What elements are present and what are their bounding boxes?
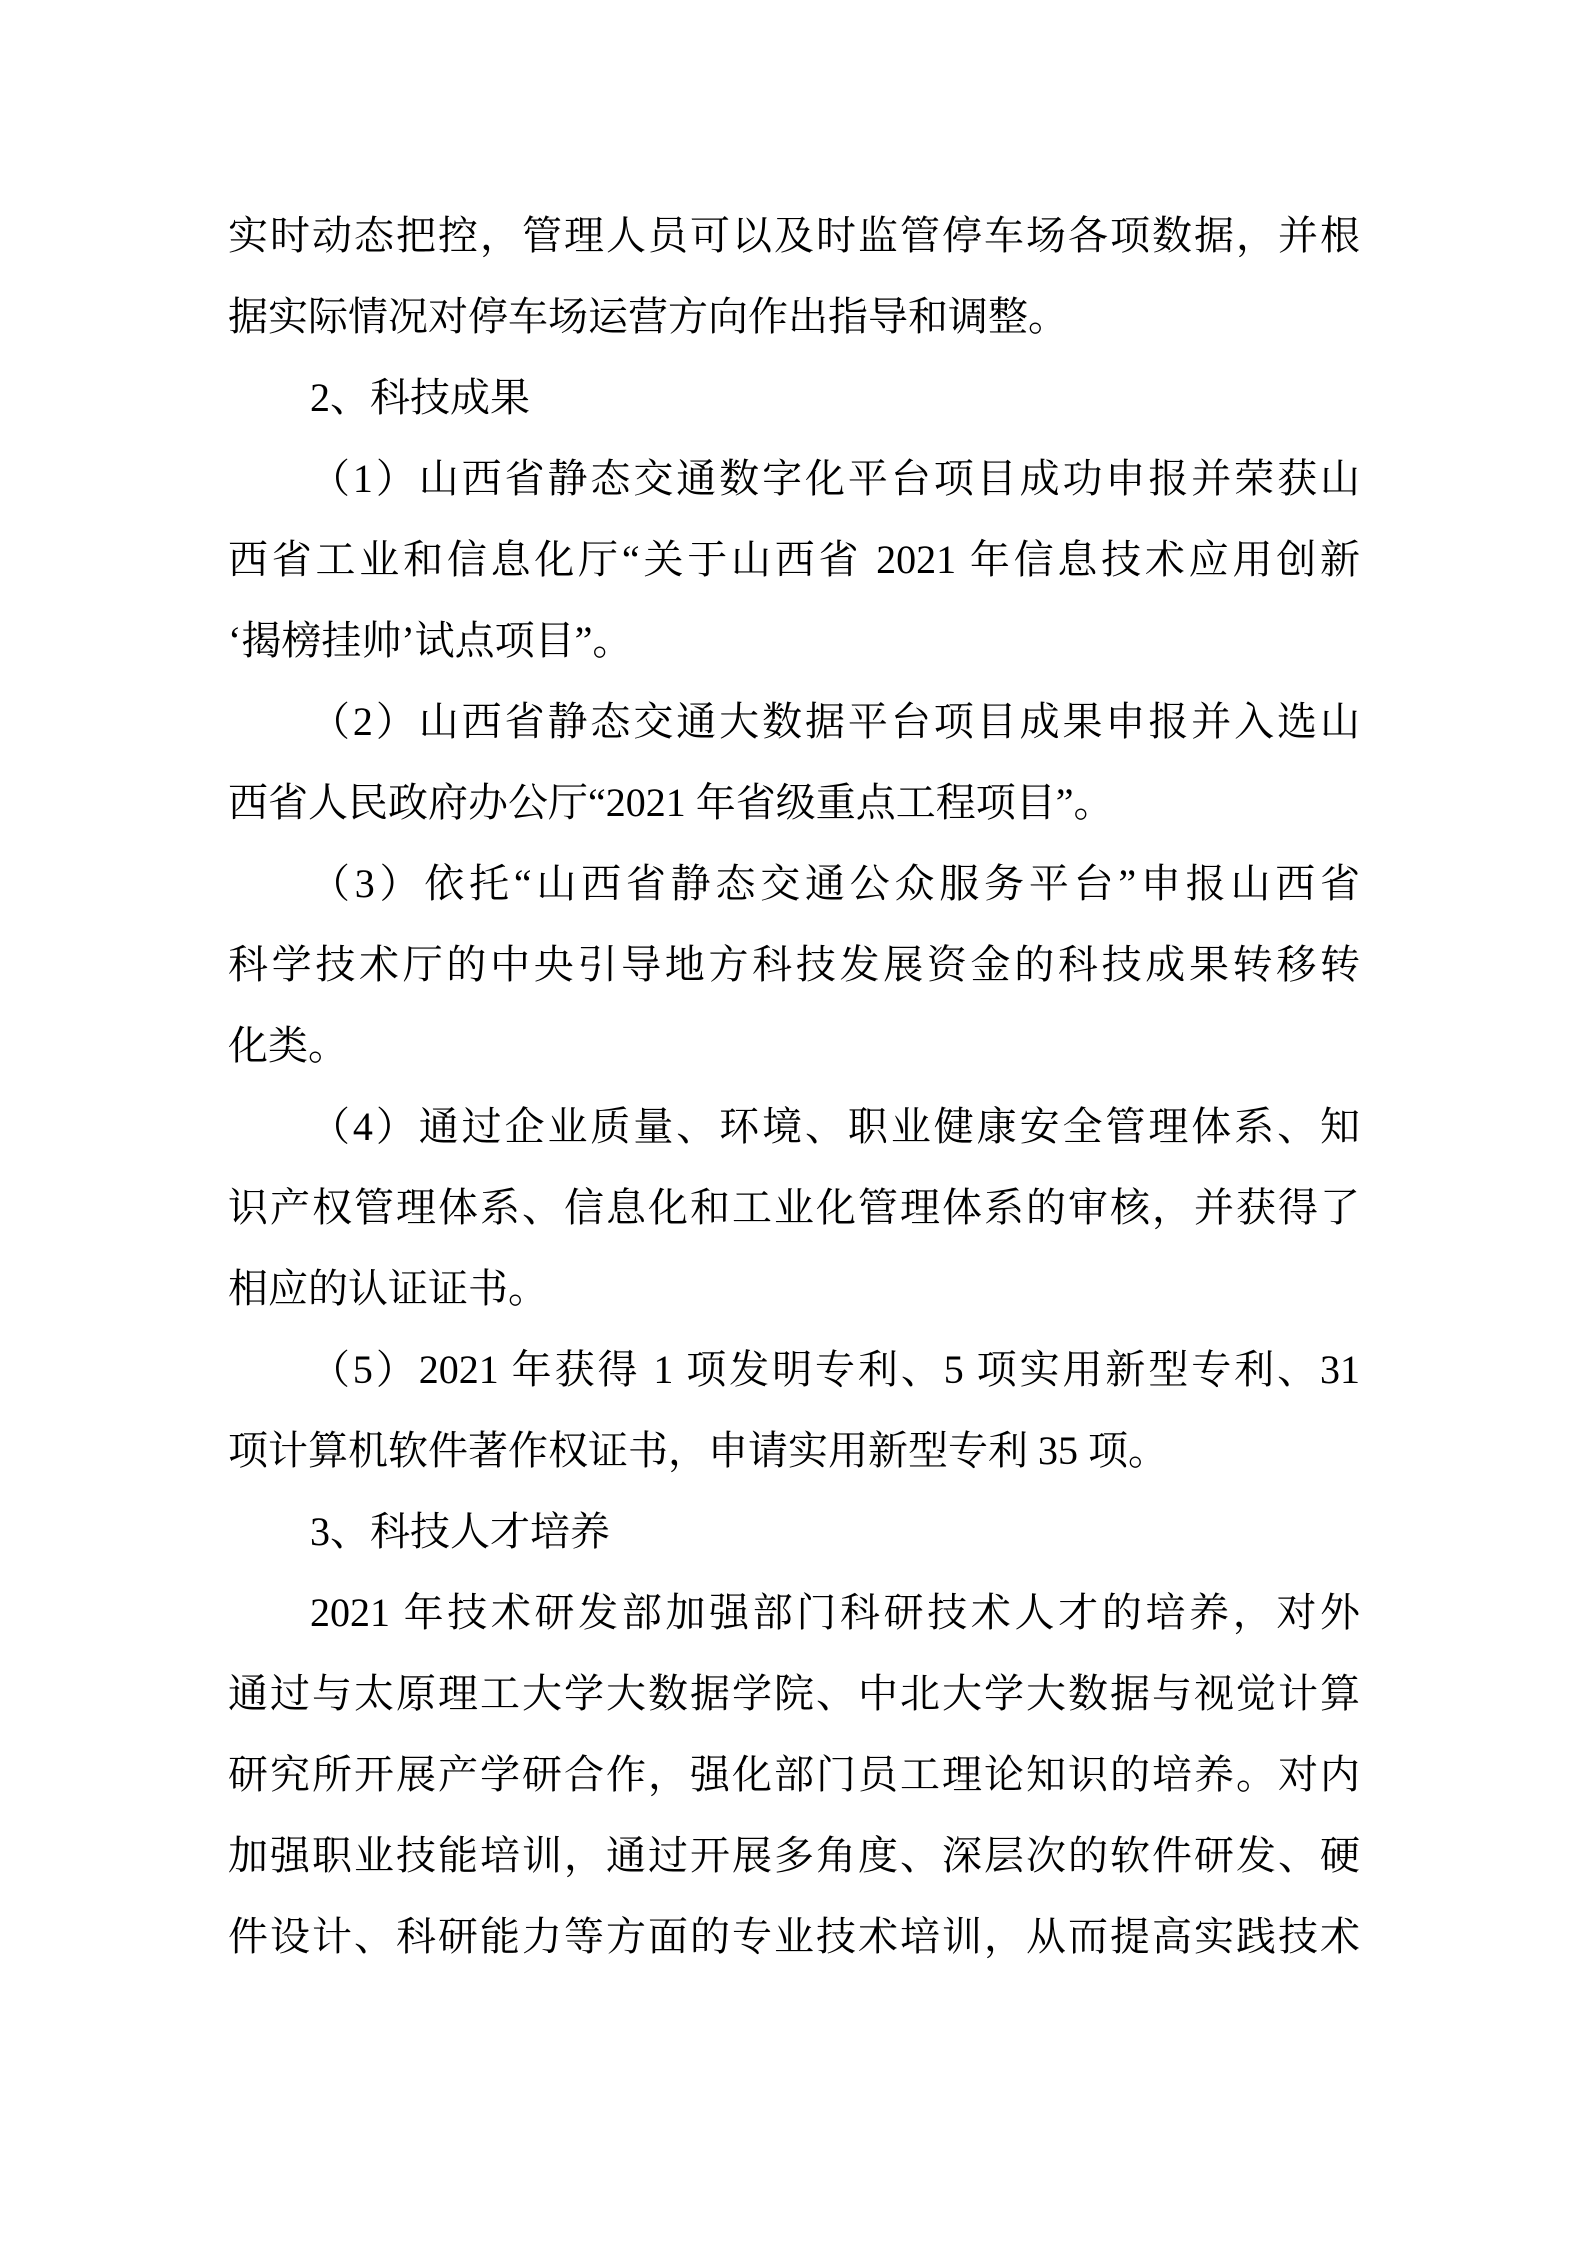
text-line: 加强职业技能培训，通过开展多角度、深层次的软件研发、硬 (228, 1833, 1360, 1878)
document-text-block (228, 195, 1360, 1977)
text-line: 3、科技人才培养 (310, 1509, 610, 1554)
text-line: 件设计、科研能力等方面的专业技术培训，从而提高实践技术 (228, 1914, 1360, 1959)
text-line: 2021 年技术研发部加强部门科研技术人才的培养，对外 (310, 1590, 1360, 1635)
text-line: 化类。 (228, 1023, 348, 1068)
text-line: 通过与太原理工大学大数据学院、中北大学大数据与视觉计算 (228, 1671, 1360, 1716)
text-line: ‘揭榜挂帅’试点项目”。 (228, 618, 633, 663)
text-line: （4）通过企业质量、环境、职业健康安全管理体系、知 (310, 1104, 1360, 1149)
text-line: 项计算机软件著作权证书，申请实用新型专利 35 项。 (228, 1428, 1168, 1473)
text-line: （5）2021 年获得 1 项发明专利、5 项实用新型专利、31 (310, 1347, 1360, 1392)
text-line: 实时动态把控，管理人员可以及时监管停车场各项数据，并根 (228, 213, 1360, 258)
text-line: （1）山西省静态交通数字化平台项目成功申报并荣获山 (310, 456, 1360, 501)
text-line: 识产权管理体系、信息化和工业化管理体系的审核，并获得了 (228, 1185, 1360, 1230)
text-line: （2）山西省静态交通大数据平台项目成果申报并入选山 (310, 699, 1360, 744)
text-line: 研究所开展产学研合作，强化部门员工理论知识的培养。对内 (228, 1752, 1360, 1797)
text-line: （3）依托“山西省静态交通公众服务平台”申报山西省 (310, 861, 1360, 906)
text-line: 西省工业和信息化厅“关于山西省 2021 年信息技术应用创新 (228, 537, 1360, 582)
text-line: 2、科技成果 (310, 375, 530, 420)
text-line: 西省人民政府办公厅“2021 年省级重点工程项目”。 (228, 780, 1114, 825)
text-line: 相应的认证证书。 (228, 1266, 548, 1311)
text-line: 据实际情况对停车场运营方向作出指导和调整。 (228, 294, 1068, 339)
text-line: 科学技术厅的中央引导地方科技发展资金的科技成果转移转 (228, 942, 1360, 987)
